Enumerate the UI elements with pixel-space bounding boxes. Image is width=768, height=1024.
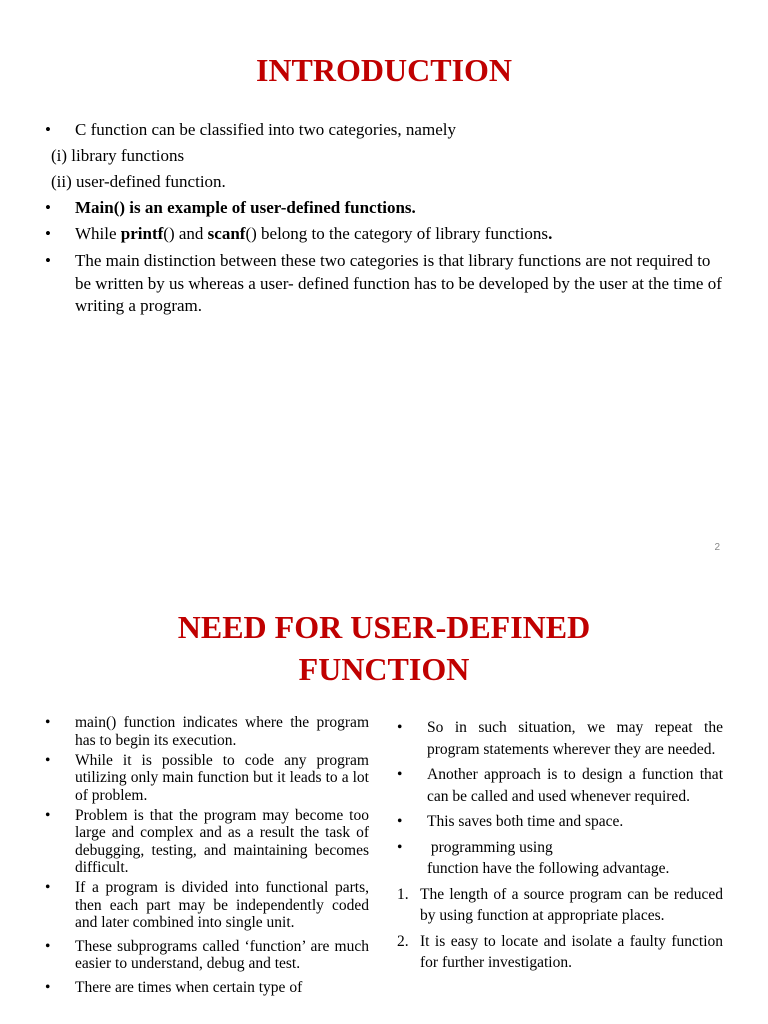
- bullet-text: C function can be classified into two categories, namely: [75, 120, 456, 139]
- bullet-text: If a program is divided into functional parts, then each part may be independently coded and later combined into single unit.: [75, 879, 369, 931]
- bullet-text: These subprograms called ‘function’ are much easier to understand, debug and test.: [75, 937, 369, 972]
- left-column: [45, 714, 369, 999]
- numbered-text: It is easy to locate and isolate a faulty function for further investigation.: [420, 932, 723, 971]
- list-item: [45, 979, 369, 997]
- bullet-icon: •: [45, 978, 51, 996]
- sub-item: (i) library functions: [51, 146, 185, 165]
- bullet-text: Another approach is to design a function that can be called and used whenever required.: [427, 766, 723, 805]
- bullet-icon: •: [45, 879, 51, 896]
- slide-title: INTRODUCTION: [255, 52, 513, 88]
- list-item: [45, 224, 725, 244]
- bullet-icon: •: [397, 813, 403, 830]
- bullet-text: Main() is an example of user-defined functions.: [75, 198, 416, 217]
- list-item: [45, 879, 369, 932]
- list-item: [45, 938, 369, 973]
- slide-title: [0, 606, 768, 690]
- title-line: NEED FOR USER-DEFINED: [177, 609, 591, 645]
- numbered-item: [397, 884, 723, 927]
- bullet-text: The main distinction between these two categories is that library functions are not required to be written by us whereas a user- defined function has to be developed by the user at the time of writing a program.: [75, 251, 722, 315]
- bullet-icon: •: [45, 937, 51, 955]
- bullet-text: [75, 224, 725, 244]
- list-item: [397, 837, 723, 859]
- text-run: () and: [163, 224, 208, 243]
- bullet-list: [45, 120, 725, 318]
- numbered-text: The length of a source program can be reduced by using function at appropriate places.: [420, 885, 723, 924]
- title-line: FUNCTION: [298, 651, 470, 687]
- bullet-icon: •: [45, 714, 51, 731]
- list-item: [45, 250, 725, 318]
- bullet-continuation: function have the following advantage.: [427, 860, 670, 877]
- item-number: 2.: [397, 932, 409, 950]
- text-run: () belong to the category of library functions: [245, 224, 549, 243]
- list-item: [45, 714, 369, 749]
- bullet-text: There are times when certain type of: [75, 978, 303, 996]
- bullet-icon: •: [45, 224, 51, 243]
- list-item: [45, 752, 369, 805]
- bullet-text: This saves both time and space.: [427, 813, 624, 830]
- right-column: [397, 717, 723, 978]
- page-number: 2: [714, 542, 720, 553]
- list-item: [397, 811, 723, 833]
- bullet-icon: •: [397, 838, 403, 856]
- text-run-bold: scanf: [207, 224, 246, 243]
- item-number: 1.: [397, 885, 409, 903]
- bullet-text: While it is possible to code any program utilizing only main function but it leads to a lot of problem.: [75, 751, 369, 804]
- text-run-bold: printf: [120, 224, 164, 243]
- list-item: [45, 807, 369, 877]
- bullet-icon: •: [45, 251, 51, 270]
- sub-item: (ii) user-defined function.: [51, 172, 226, 191]
- numbered-item: [397, 931, 723, 974]
- text-run: While: [75, 224, 121, 243]
- bullet-icon: •: [45, 806, 51, 824]
- bullet-icon: •: [45, 198, 51, 217]
- list-item: [397, 717, 723, 760]
- bullet-icon: •: [45, 120, 51, 139]
- bullet-icon: •: [397, 766, 403, 783]
- bullet-text: So in such situation, we may repeat the program statements wherever they are needed.: [427, 719, 723, 758]
- bullet-text: Problem is that the program may become too large and complex and as a result the task of debugging, testing, and maintaining becomes difficult.: [75, 806, 369, 876]
- bullet-text: main() function indicates where the program has to begin its execution.: [75, 714, 369, 749]
- list-item: [397, 764, 723, 807]
- text-run-bold: .: [548, 224, 553, 243]
- bullet-icon: •: [397, 719, 403, 736]
- bullet-icon: •: [45, 751, 51, 769]
- slide-need-for-user-defined-function: [0, 578, 768, 1024]
- list-item: [45, 198, 725, 218]
- bullet-text: programming using: [427, 838, 553, 856]
- list-item: [45, 120, 725, 140]
